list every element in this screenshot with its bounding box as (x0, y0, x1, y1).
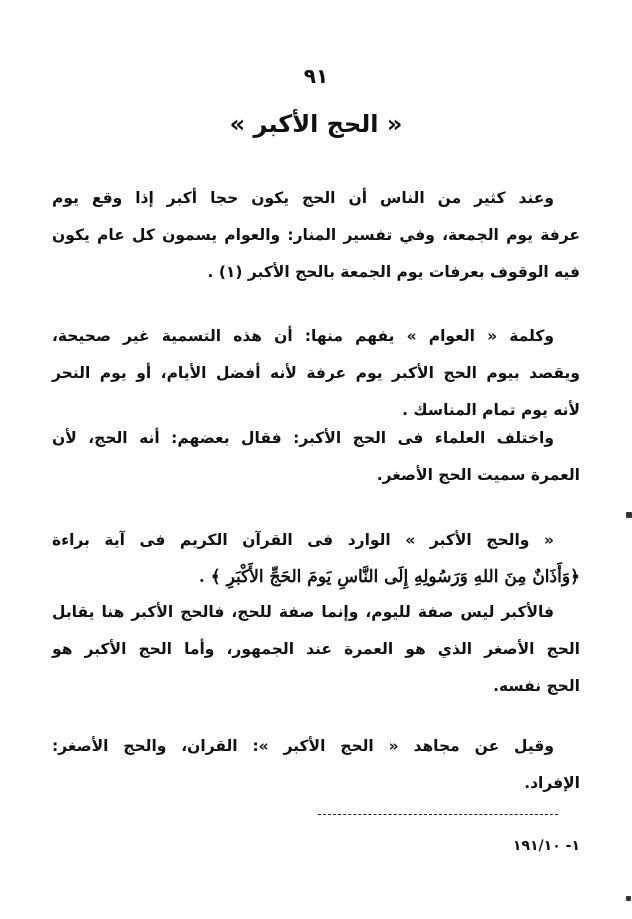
page-title: « الحج الأكبر » (229, 110, 403, 138)
paragraph-1 (52, 180, 580, 291)
paragraph-line: لأنه يوم تمام المناسك . (402, 401, 580, 419)
paragraph-line: واختلف العلماء فى الحج الأكبر: فقال بعضهم: أنه الحج، لأن (52, 429, 554, 447)
page-number: ٩١ (303, 64, 329, 88)
paragraph-line: الإفراد. (524, 774, 580, 792)
quran-verse: ﴿وَأَذَانٌ مِنَ اللهِ وَرَسُولِهِ إِلَى النَّاسِ يَومَ الحَجِّ الأَكْبَرِ ﴾ . (198, 567, 580, 587)
paragraph-3 (52, 420, 580, 494)
paragraph-2 (52, 318, 580, 429)
paragraph-line: فالأكبر ليس صفة لليوم، وإنما صفة للحج، فالحج الأكبر هنا يقابل (52, 603, 554, 621)
paragraph-6 (52, 728, 580, 802)
paragraph-line: عرفة يوم الجمعة، وفي تفسير المنار: والعوام يسمون كل عام يكون (52, 226, 580, 244)
paragraph-line: الحج الأصغر الذي هو العمرة عند الجمهور، وأما الحج الأكبر هو (52, 640, 580, 658)
paragraph-line: العمرة سميت الحج الأصغر. (376, 466, 580, 484)
paragraph-line: الحج نفسه. (493, 677, 580, 695)
scan-mark (626, 896, 631, 901)
paragraph-line: « والحج الأكبر » الوارد فى القرآن الكريم فى آية براءة (52, 531, 554, 549)
scan-mark (626, 512, 632, 518)
paragraph-line: فيه الوقوف بعرفات يوم الجمعة بالحج الأكبر (١) . (207, 263, 580, 281)
paragraph-line: وقيل عن مجاهد « الحج الأكبر »: القران، والحج الأصغر: (52, 737, 554, 755)
paragraph-line: وكلمة « العوام » يفهم منها: أن هذه التسمية غير صحيحة، (52, 327, 554, 345)
footnote-divider (318, 814, 558, 815)
paragraph-line: ويقصد بيوم الحج الأكبر يوم عرفة لأنه أفضل الأيام، أو يوم النحر (52, 364, 580, 382)
footnote: ١- ١٩١/١٠ (512, 838, 580, 854)
paragraph-4 (52, 522, 580, 596)
paragraph-5 (52, 594, 580, 705)
paragraph-line: وعند كثير من الناس أن الحج يكون حجا أكبر إذا وقع يوم (52, 189, 554, 207)
